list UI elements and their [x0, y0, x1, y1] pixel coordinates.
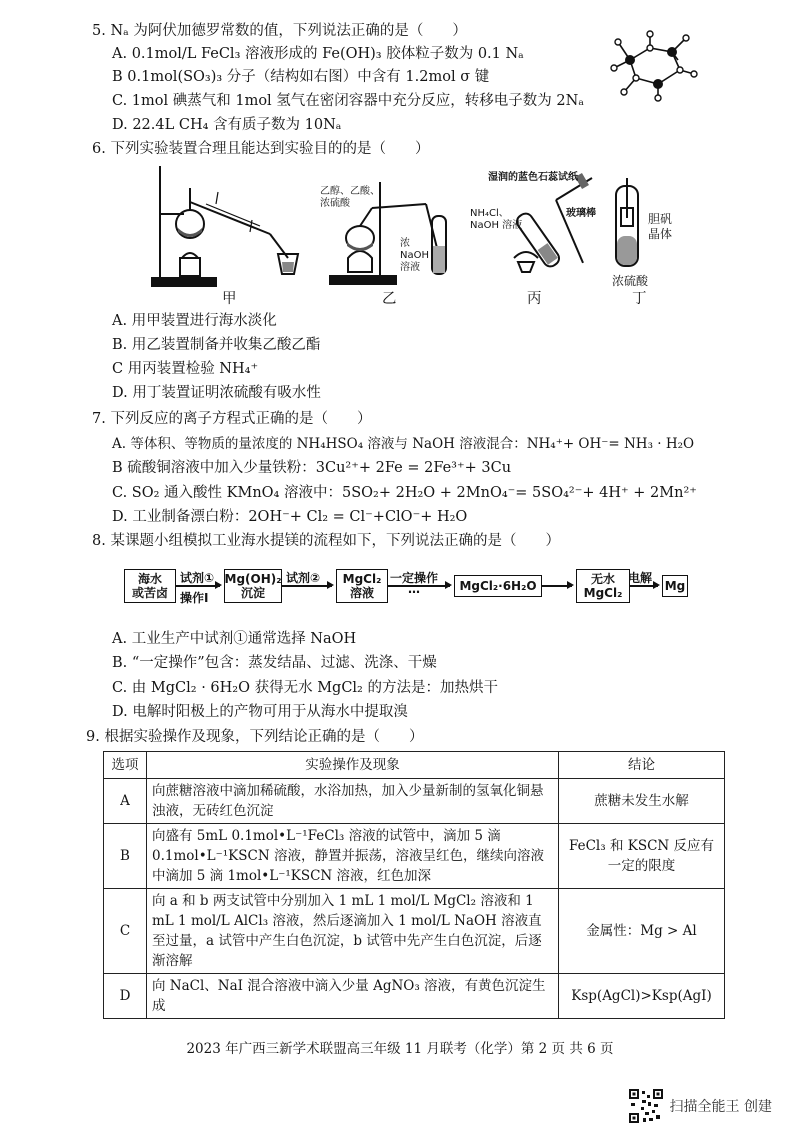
- scanner-label: 扫描全能王 创建: [669, 1099, 772, 1115]
- table-row: [104, 779, 725, 824]
- q7-stem: 7. 下列反应的离子方程式正确的是（ ）: [92, 411, 372, 427]
- yi-naoh-label: 浓NaOH溶液: [400, 238, 429, 273]
- table-header-conclusion: 结论: [559, 752, 725, 779]
- row-b-option: B: [104, 824, 147, 889]
- flow-box-mg-oh-2: Mg(OH)₂ 沉淀: [224, 569, 282, 603]
- q5-option-a: A. 0.1mol/L FeCl₃ 溶液形成的 Fe(OH)₃ 胶体粒子数为 0.1 Nₐ: [112, 46, 524, 62]
- row-d-option: D: [104, 974, 147, 1019]
- q9-stem: 9. 根据实验操作及现象，下列结论正确的是（ ）: [86, 729, 424, 745]
- q7-option-b: B 硫酸铜溶液中加入少量铁粉：3Cu²⁺+ 2Fe = 2Fe³⁺+ 3Cu: [112, 460, 512, 476]
- so3-trimer-structure-figure: [606, 30, 698, 102]
- q5-option-d: D. 22.4L CH₄ 含有质子数为 10Nₐ: [112, 117, 342, 133]
- flow-box-mg: Mg: [662, 575, 688, 597]
- table-header-option: 选项: [104, 752, 147, 779]
- flow-arrow-3-dots: …: [408, 582, 420, 596]
- row-a-conclusion: 蔗糖未发生水解: [559, 779, 725, 824]
- q8-option-b: B. “一定操作”包含：蒸发结晶、过滤、洗涤、干燥: [112, 655, 437, 671]
- qr-code-icon: [628, 1088, 664, 1124]
- q6-option-a: A. 用甲装置进行海水淡化: [112, 313, 277, 329]
- fig-label-jia: 甲: [222, 291, 237, 307]
- yi-reagents-label: 乙醇、乙酸、浓硫酸: [320, 186, 380, 209]
- flow-box-mgcl2-solution: MgCl₂ 溶液: [336, 569, 388, 603]
- q5-option-b: B 0.1mol(SO₃)₃ 分子（结构如右图）中含有 1.2mol σ 键: [112, 69, 490, 85]
- row-d-conclusion: Ksp(AgCl)>Ksp(AgI): [559, 974, 725, 1019]
- apparatus-jia-distillation-figure: [150, 162, 310, 290]
- q6-stem: 6. 下列实验装置合理且能达到实验目的的是（ ）: [92, 141, 430, 157]
- bing-rod-label: 玻璃棒: [566, 208, 596, 219]
- q8-option-c: C. 由 MgCl₂ · 6H₂O 获得无水 MgCl₂ 的方法是：加热烘干: [112, 680, 498, 696]
- ding-crystal-label: 胆矾晶体: [648, 212, 673, 241]
- row-c-conclusion: 金属性：Mg > Al: [559, 889, 725, 974]
- row-a-operation: 向蔗糖溶液中滴加稀硫酸，水浴加热，加入少量新制的氢氧化铜悬浊液，无砖红色沉淀: [147, 779, 559, 824]
- flow-arrow-3-top: 一定操作: [390, 571, 439, 585]
- row-d-operation: 向 NaCl、NaI 混合溶液中滴入少量 AgNO₃ 溶液，有黄色沉淀生成: [147, 974, 559, 1019]
- bing-paper-label: 湿润的蓝色石蕊试纸: [488, 172, 578, 183]
- fig-label-ding: 丁: [632, 291, 647, 307]
- flow-arrow-4: [542, 585, 572, 587]
- table-row: [104, 824, 725, 889]
- q5-option-c: C. 1mol 碘蒸气和 1mol 氢气在密闭容器中充分反应，转移电子数为 2Nₐ: [112, 93, 584, 109]
- row-b-conclusion: FeCl₃ 和 KSCN 反应有一定的限度: [559, 824, 725, 889]
- flow-box-anhydrous-mgcl2: 无水 MgCl₂: [576, 569, 630, 603]
- scanner-watermark: [628, 1088, 772, 1124]
- flow-arrow-1-bottom: 操作I: [180, 591, 209, 605]
- row-b-operation: 向盛有 5mL 0.1mol•L⁻¹FeCl₃ 溶液的试管中，滴加 5 滴 0.1mol•L⁻¹KSCN 溶液，静置并振荡，溶液呈红色，继续向溶液中滴加 5 滴 1mol•L⁻¹KSCN 溶液，红色加深: [147, 824, 559, 889]
- bing-reagents-label: NH₄Cl、NaOH 溶液: [470, 208, 523, 231]
- ding-acid-label: 浓硫酸: [612, 274, 649, 288]
- flow-arrow-1-top: 试剂①: [180, 571, 215, 585]
- flow-box-seawater: 海水 或苦卤: [124, 569, 176, 603]
- table-row: [104, 974, 725, 1019]
- page-footer: 2023 年广西三新学术联盟高三年级 11 月联考（化学）第 2 页 共 6 页: [186, 1041, 614, 1057]
- row-c-operation: 向 a 和 b 两支试管中分别加入 1 mL 1 mol/L MgCl₂ 溶液和 1 mL 1 mol/L AlCl₃ 溶液，然后逐滴加入 1 mol/L NaOH 溶液直至过量，a 试管中产生白色沉淀，b 试管中先产生白色沉淀，后逐渐溶解: [147, 889, 559, 974]
- apparatus-ding-dehydration-figure: [612, 178, 642, 270]
- flow-box-mgcl2-hexahydrate: MgCl₂·6H₂O: [454, 575, 542, 597]
- table-row: [104, 889, 725, 974]
- row-a-option: A: [104, 779, 147, 824]
- q6-option-c: C 用丙装置检验 NH₄⁺: [112, 361, 259, 377]
- q7-option-a: A. 等体积、等物质的量浓度的 NH₄HSO₄ 溶液与 NaOH 溶液混合：NH₄⁺+ OH⁻= NH₃ · H₂O: [112, 436, 695, 452]
- q6-option-d: D. 用丁装置证明浓硫酸有吸水性: [112, 385, 321, 401]
- q8-flowchart: [118, 560, 688, 610]
- table-header-operation: 实验操作及现象: [147, 752, 559, 779]
- fig-label-yi: 乙: [382, 291, 397, 307]
- q8-option-d: D. 电解时阳极上的产物可用于从海水中提取溴: [112, 704, 408, 720]
- row-c-option: C: [104, 889, 147, 974]
- q5-stem: 5. Nₐ 为阿伏加德罗常数的值，下列说法正确的是（ ）: [92, 23, 467, 39]
- q6-option-b: B. 用乙装置制备并收集乙酸乙酯: [112, 337, 321, 353]
- q7-option-c: C. SO₂ 通入酸性 KMnO₄ 溶液中：5SO₂+ 2H₂O + 2MnO₄⁻= 5SO₄²⁻+ 4H⁺ + 2Mn²⁺: [112, 485, 697, 501]
- flow-arrow-5-top: 电解: [628, 571, 653, 585]
- flow-arrow-2-top: 试剂②: [286, 571, 321, 585]
- fig-label-bing: 丙: [527, 291, 542, 307]
- q8-option-a: A. 工业生产中试剂①通常选择 NaOH: [112, 631, 357, 647]
- table-header-row: [104, 752, 725, 779]
- q7-option-d: D. 工业制备漂白粉：2OH⁻+ Cl₂ = Cl⁻+ClO⁻+ H₂O: [112, 509, 468, 525]
- q9-table: [103, 751, 725, 1019]
- q8-stem: 8. 某课题小组模拟工业海水提镁的流程如下，下列说法正确的是（ ）: [92, 533, 560, 549]
